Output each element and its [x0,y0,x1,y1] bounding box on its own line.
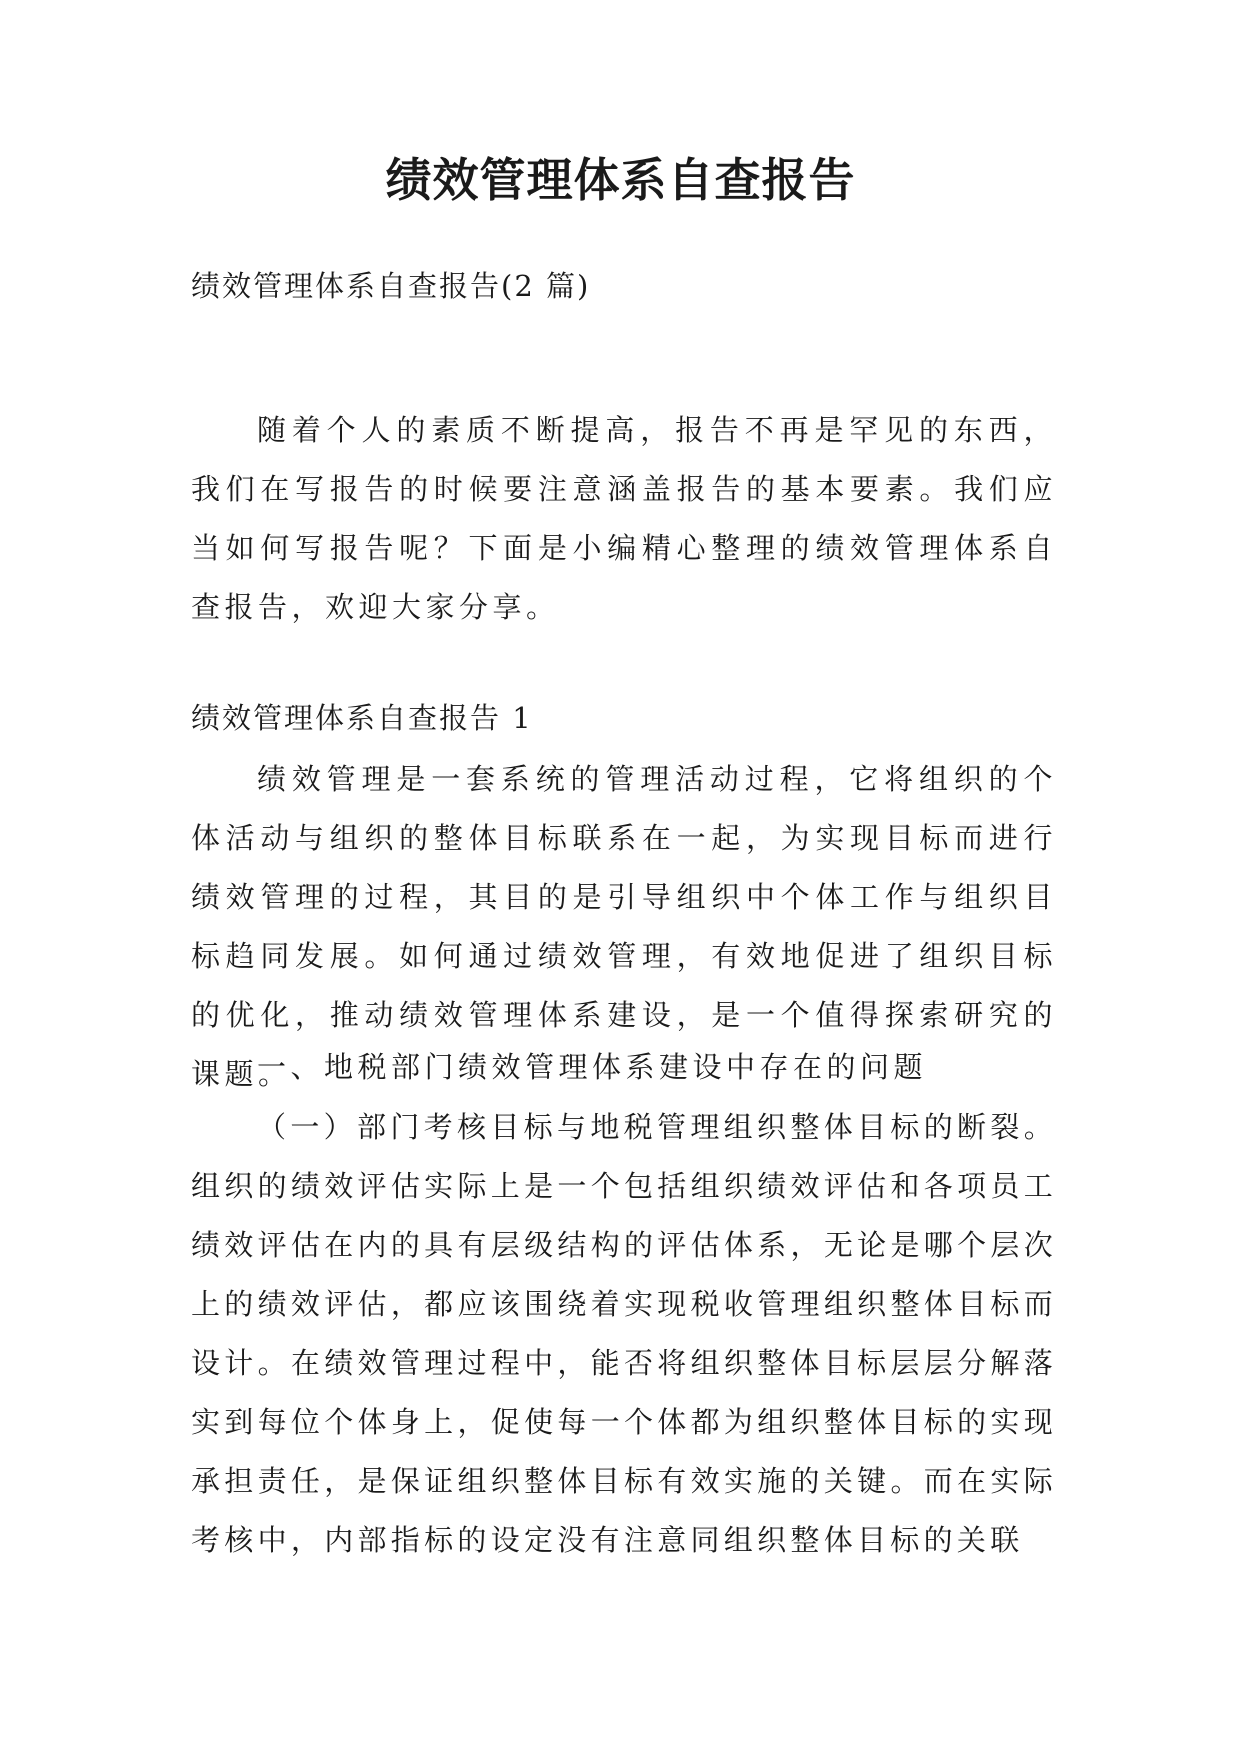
document-subtitle: 绩效管理体系自查报告(2 篇) [191,269,591,303]
problem-heading: 一、地税部门绩效管理体系建设中存在的问题 [257,1050,928,1084]
intro-paragraph: 随着个人的素质不断提高，报告不再是罕见的东西，我们在写报告的时候要注意涵盖报告的基本要素。我们应当如何写报告呢？下面是小编精心整理的绩效管理体系自查报告，欢迎大家分享。 [191,413,1057,624]
document-title: 绩效管理体系自查报告 [385,153,856,207]
section-1-paragraph-1: 绩效管理是一套系统的管理活动过程，它将组织的个体活动与组织的整体目标联系在一起，为实现目标而进行绩效管理的过程，其目的是引导组织中个体工作与组织目标趋同发展。如何通过绩效管理，有效地促进了组织目标的优化，推动绩效管理体系建设，是一个值得探索研究的课题。 [191,762,1057,1091]
section-1-title: 绩效管理体系自查报告 1 [191,701,533,735]
section-1-paragraph-2: （一）部门考核目标与地税管理组织整体目标的断裂。组织的绩效评估实际上是一个包括组织绩效评估和各项员工绩效评估在内的具有层级结构的评估体系，无论是哪个层次上的绩效评估，都应该围绕着实现税收管理组织整体目标而设计。在绩效管理过程中，能否将组织整体目标层层分解落实到每位个体身上，促使每一个体都为组织整体目标的实现承担责任，是保证组织整体目标有效实施的关键。而在实际考核中，内部指标的设定没有注意同组织整体目标的关联 [191,1110,1057,1557]
